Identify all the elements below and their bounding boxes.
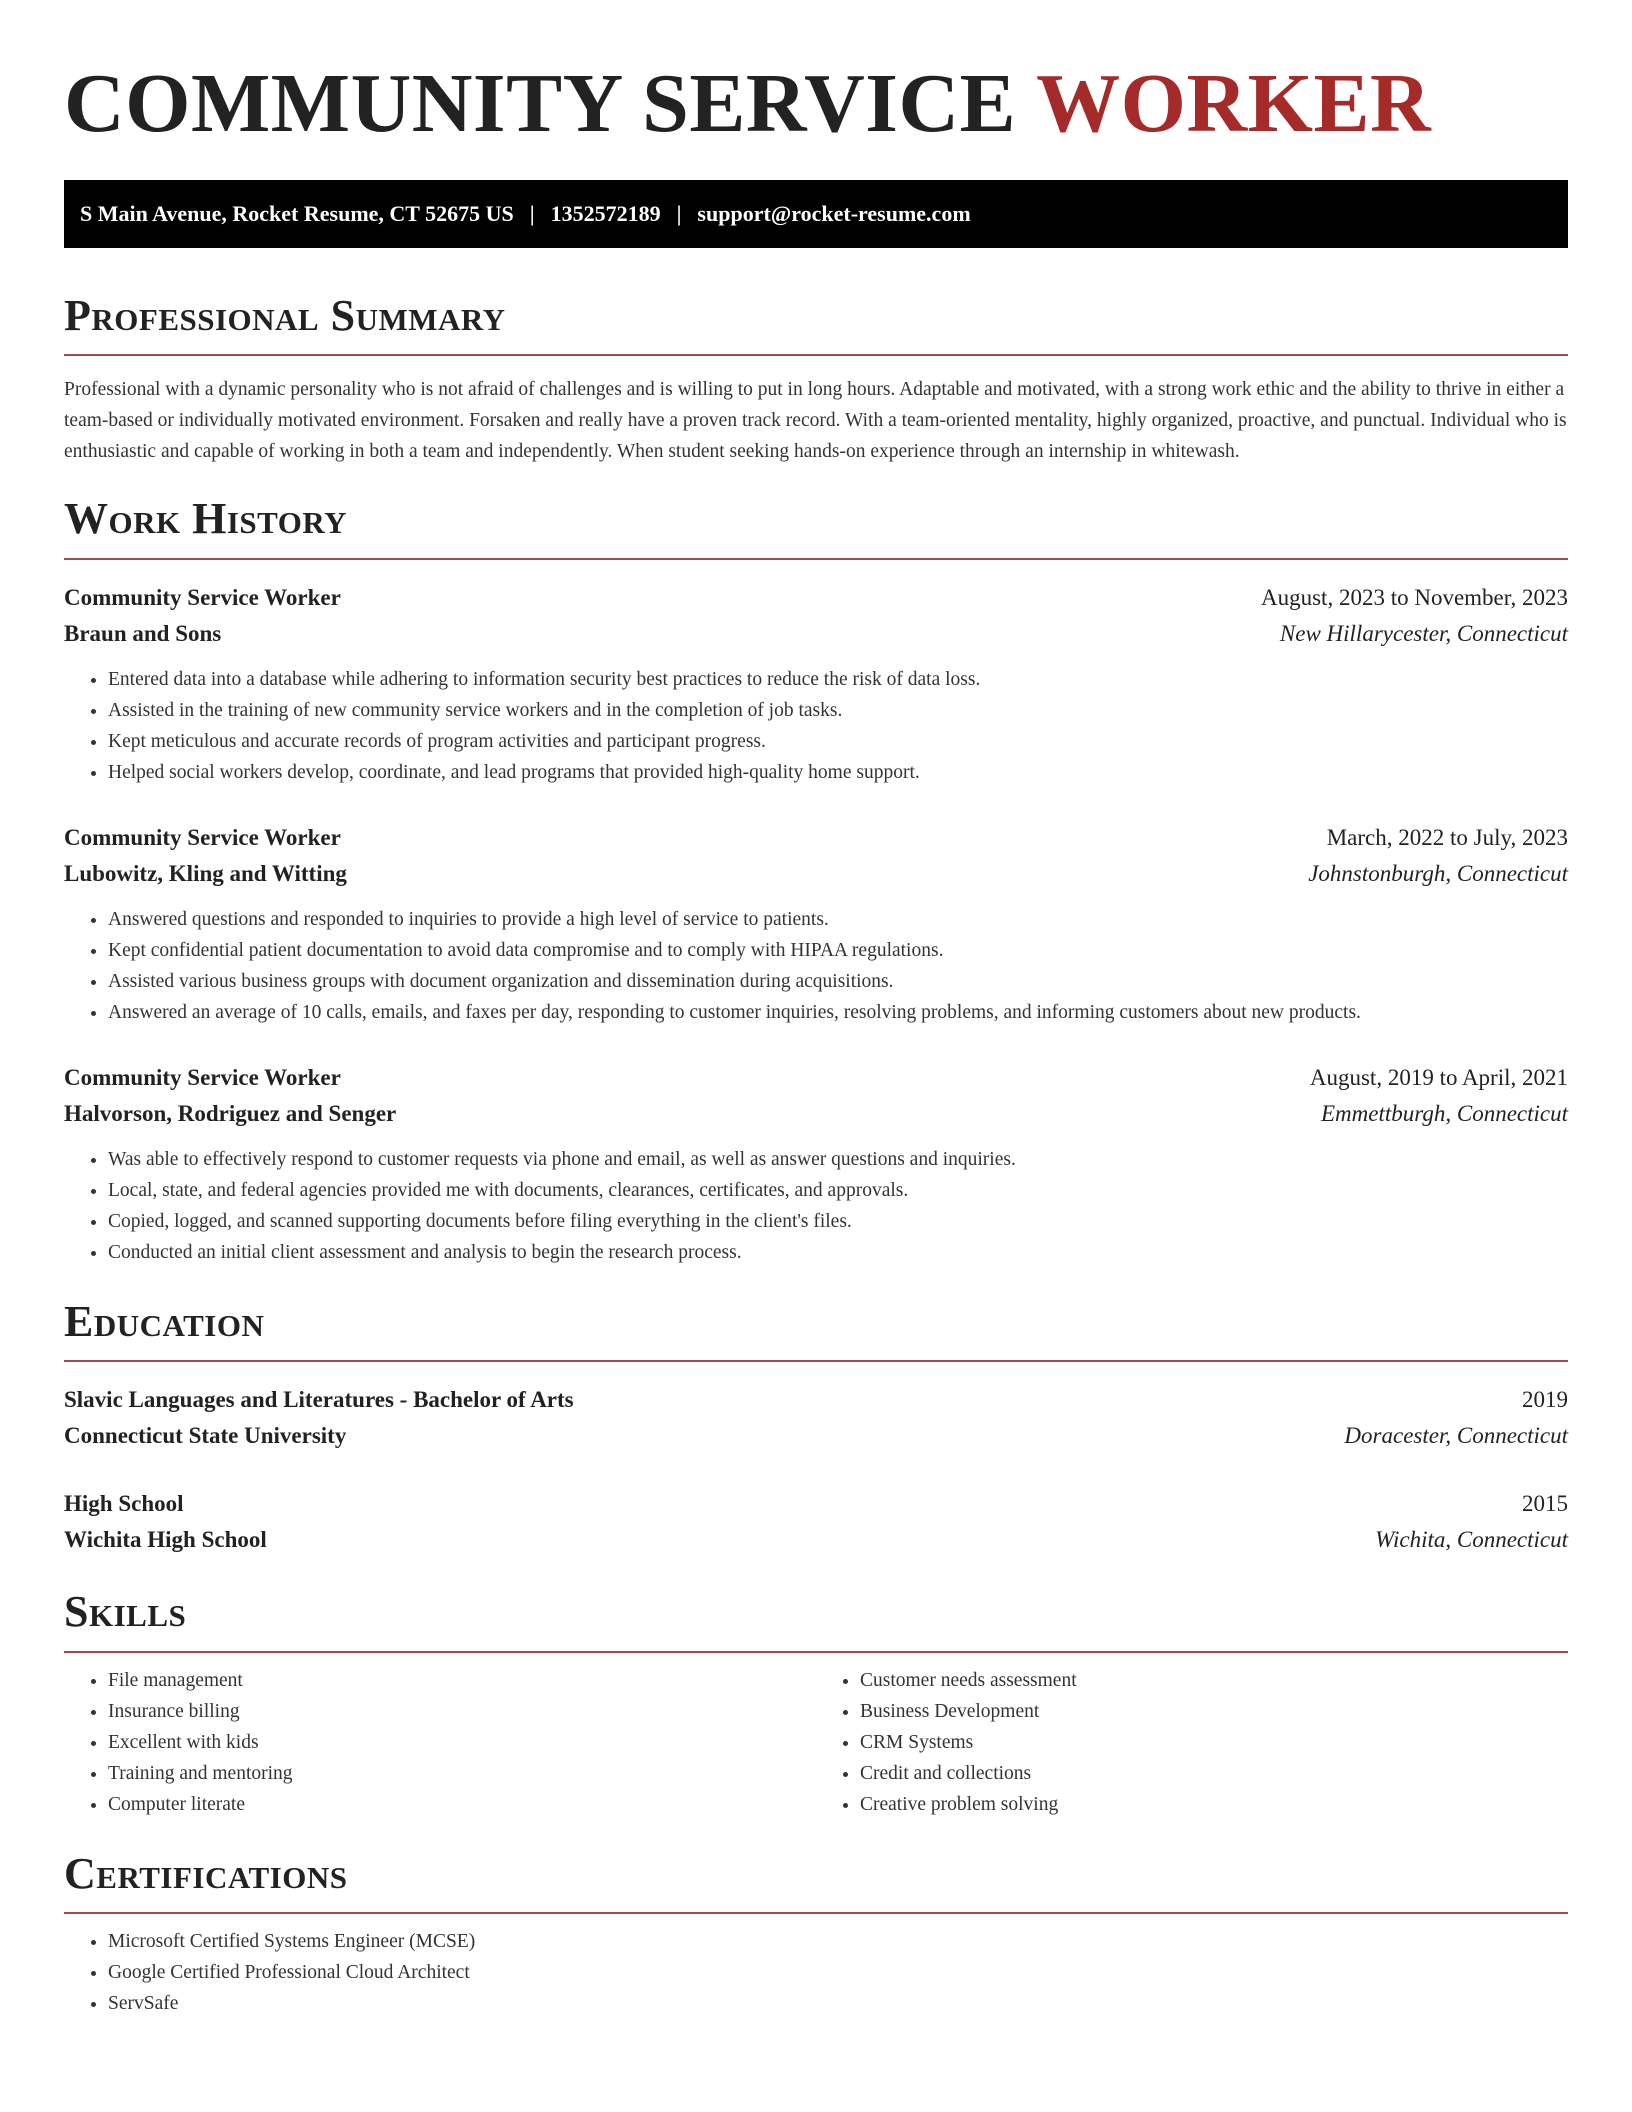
section-title-skills: Skills bbox=[64, 1587, 187, 1637]
education-year: 2019 bbox=[1522, 1387, 1568, 1413]
list-item: • CRM Systems bbox=[860, 1727, 1568, 1758]
section-divider bbox=[64, 354, 1568, 356]
job-entry bbox=[64, 580, 1568, 788]
job-entry bbox=[64, 820, 1568, 1028]
job-company: Halvorson, Rodriguez and Senger bbox=[64, 1100, 397, 1126]
list-item: • Assisted in the training of new community service workers and in the completion of job tasks. bbox=[108, 695, 1568, 726]
job-role: Community Service Worker bbox=[64, 584, 341, 610]
list-item: • Answered an average of 10 calls, emails, and faxes per day, responding to customer inquiries, resolving problems, and informing customers about new products. bbox=[108, 997, 1568, 1028]
list-item: • Excellent with kids bbox=[108, 1727, 816, 1758]
work-history-section bbox=[64, 495, 1568, 1267]
job-role: Community Service Worker bbox=[64, 1064, 341, 1090]
section-divider bbox=[64, 558, 1568, 560]
list-item: • Copied, logged, and scanned supporting documents before filing everything in the client's files. bbox=[108, 1206, 1568, 1237]
job-dates: August, 2019 to April, 2021 bbox=[1309, 1064, 1568, 1090]
list-item: • Google Certified Professional Cloud Architect bbox=[108, 1957, 1568, 1988]
job-bullets bbox=[64, 664, 1568, 788]
section-title-certifications: Certifications bbox=[64, 1848, 348, 1898]
summary-section bbox=[64, 292, 1568, 467]
education-section bbox=[64, 1298, 1568, 1558]
job-bullets bbox=[64, 1144, 1568, 1268]
contact-address: S Main Avenue, Rocket Resume, CT 52675 US bbox=[80, 201, 514, 226]
certifications-list bbox=[64, 1926, 1568, 2019]
job-entry bbox=[64, 1060, 1568, 1268]
list-item: • Insurance billing bbox=[108, 1696, 816, 1727]
section-divider bbox=[64, 1912, 1568, 1914]
education-degree: High School bbox=[64, 1491, 184, 1517]
list-item: • Microsoft Certified Systems Engineer (MCSE) bbox=[108, 1926, 1568, 1957]
job-location: Emmettburgh, Connecticut bbox=[1321, 1100, 1568, 1126]
section-title-summary: Professional Summary bbox=[64, 291, 506, 340]
summary-text: Professional with a dynamic personality who is not afraid of challenges and is willing to put in long hours. Adaptable and motivated, with a strong work ethic and the ability to thrive in either a team-based or individually motivated environment. Forsaken and really have a proven track record. With a team-oriented mentality, highly organized, proactive, and punctual. Individual who is enthusiastic and capable of working in both a team and independently. When student seeking hands-on experience through an internship in whitewash. bbox=[64, 379, 1567, 463]
section-divider bbox=[64, 1651, 1568, 1653]
job-bullets bbox=[64, 904, 1568, 1028]
list-item: • Assisted various business groups with document organization and dissemination during acquisitions. bbox=[108, 966, 1568, 997]
list-item: • Kept confidential patient documentation to avoid data compromise and to comply with HIPAA regulations. bbox=[108, 935, 1568, 966]
list-item: • Answered questions and responded to inquiries to provide a high level of service to patients. bbox=[108, 904, 1568, 935]
contact-bar bbox=[64, 180, 1568, 248]
contact-phone: 1352572189 bbox=[550, 201, 661, 226]
job-dates: March, 2022 to July, 2023 bbox=[1326, 824, 1568, 850]
list-item: • Was able to effectively respond to customer requests via phone and email, as well as answer questions and inquiries. bbox=[108, 1144, 1568, 1175]
contact-separator: | bbox=[676, 201, 682, 226]
list-item: • Training and mentoring bbox=[108, 1758, 816, 1789]
job-company: Braun and Sons bbox=[64, 620, 222, 646]
resume-name-heading bbox=[64, 56, 1568, 150]
section-title-work-history: Work History bbox=[64, 494, 348, 544]
education-entry bbox=[64, 1486, 1568, 1558]
list-item: • Local, state, and federal agencies provided me with documents, clearances, certificates, and approvals. bbox=[108, 1175, 1568, 1206]
section-title-education: Education bbox=[64, 1296, 265, 1346]
education-location: Doracester, Connecticut bbox=[1344, 1423, 1568, 1449]
education-location: Wichita, Connecticut bbox=[1375, 1527, 1568, 1553]
list-item: • Conducted an initial client assessment and analysis to begin the research process. bbox=[108, 1237, 1568, 1268]
name-accent: WORKER bbox=[1036, 57, 1432, 150]
list-item: • Helped social workers develop, coordinate, and lead programs that provided high-quality home support. bbox=[108, 757, 1568, 788]
skills-list-right bbox=[816, 1665, 1568, 1820]
list-item: • Computer literate bbox=[108, 1789, 816, 1820]
education-degree: Slavic Languages and Literatures - Bachelor of Arts bbox=[64, 1387, 574, 1413]
skills-section bbox=[64, 1588, 1568, 1819]
job-location: New Hillarycester, Connecticut bbox=[1279, 620, 1568, 646]
list-item: • File management bbox=[108, 1665, 816, 1696]
certifications-section bbox=[64, 1850, 1568, 2019]
list-item: • ServSafe bbox=[108, 1988, 1568, 2019]
section-divider bbox=[64, 1360, 1568, 1362]
education-entry bbox=[64, 1382, 1568, 1454]
list-item: • Customer needs assessment bbox=[860, 1665, 1568, 1696]
list-item: • Entered data into a database while adhering to information security best practices to reduce the risk of data loss. bbox=[108, 664, 1568, 695]
education-school: Wichita High School bbox=[64, 1527, 267, 1553]
education-year: 2015 bbox=[1522, 1491, 1568, 1517]
skills-columns bbox=[64, 1665, 1568, 1820]
list-item: • Business Development bbox=[860, 1696, 1568, 1727]
name-main: COMMUNITY SERVICE bbox=[64, 57, 1017, 150]
list-item: • Creative problem solving bbox=[860, 1789, 1568, 1820]
contact-email: support@rocket-resume.com bbox=[697, 201, 971, 226]
education-school: Connecticut State University bbox=[64, 1423, 347, 1449]
job-company: Lubowitz, Kling and Witting bbox=[64, 860, 347, 886]
skills-list-left bbox=[64, 1665, 816, 1820]
contact-separator: | bbox=[529, 201, 535, 226]
job-role: Community Service Worker bbox=[64, 824, 341, 850]
job-dates: August, 2023 to November, 2023 bbox=[1261, 584, 1568, 610]
list-item: • Kept meticulous and accurate records of program activities and participant progress. bbox=[108, 726, 1568, 757]
list-item: • Credit and collections bbox=[860, 1758, 1568, 1789]
job-location: Johnstonburgh, Connecticut bbox=[1308, 860, 1568, 886]
